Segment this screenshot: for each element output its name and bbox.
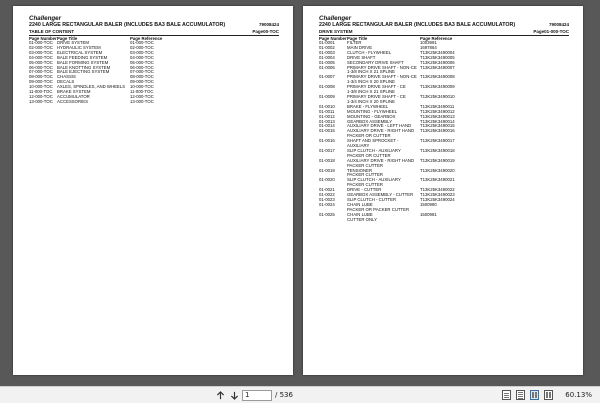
row-page-title: CHAIN LUBE PACKER OR PACKER CUTTER xyxy=(347,201,410,212)
row-page-number: 01-0015 xyxy=(319,128,335,134)
row-page-reference: 04-000-TOC xyxy=(130,54,154,60)
row-page-reference: T13K25K3490024 xyxy=(420,197,455,202)
row-page-number: 01-0017 xyxy=(319,147,335,153)
row-page-title: CHAIN LUBE CUTTER ONLY xyxy=(347,211,378,222)
toc-table-body xyxy=(29,41,279,105)
document-title-text: 2240 LARGE RECTANGULAR BALER (INCLUDES BA3 BALE ACCUMULATOR) xyxy=(29,22,226,28)
row-page-reference: T13K25K3490008 xyxy=(420,74,455,80)
zoom-level[interactable]: 60.13% xyxy=(565,391,592,399)
row-page-title: SLIP CLUTCH - AUXILIARY PACKER CUTTER xyxy=(347,177,401,188)
row-page-title: SLIP CLUTCH - CUTTER xyxy=(347,197,397,202)
row-page-reference: T13K25K3490020 xyxy=(420,167,455,173)
section-code: Page00-TOC xyxy=(252,28,279,34)
row-page-title: FILTER xyxy=(347,40,362,45)
row-page-number: 01-0006 xyxy=(319,64,335,70)
row-page-title: SHAFT AND SPROCKET - AUXILIARY xyxy=(347,138,399,149)
row-page-number: 07-000-TOC xyxy=(29,69,53,75)
row-page-reference: T13K25K3490006 xyxy=(420,59,455,65)
row-page-number: 13-000-TOC xyxy=(29,98,53,104)
row-page-title: PRIMARY DRIVE SHAFT - NON-CE 1-3/4 INCH X 20 SPLINE xyxy=(347,74,417,85)
row-page-number: 01-0007 xyxy=(319,74,335,80)
row-page-number: 01-0014 xyxy=(319,123,335,129)
row-page-title: DECALS xyxy=(57,79,75,85)
row-page-reference: 13-000-TOC xyxy=(130,98,154,104)
row-page-reference: T13K25K3490018 xyxy=(420,147,455,153)
row-page-number: 01-0018 xyxy=(319,157,335,163)
brand-name: Challenger xyxy=(29,15,61,22)
row-page-reference: 12-000-TOC xyxy=(130,93,154,99)
row-page-title: ELECTRICAL SYSTEM xyxy=(57,49,103,55)
row-page-title: DRIVE - CUTTER xyxy=(347,187,382,193)
row-page-title: HYDRAULIC SYSTEM xyxy=(57,44,101,50)
section-header xyxy=(319,29,569,35)
row-page-number: 02-000-TOC xyxy=(29,44,53,50)
row-page-number: 01-0025 xyxy=(319,211,335,217)
row-page-reference: 11-000-TOC xyxy=(130,89,154,95)
two-page-view-icon[interactable] xyxy=(530,390,539,400)
row-page-number: 01-0022 xyxy=(319,192,335,198)
viewer-toolbar xyxy=(0,386,600,403)
row-page-reference: 03-000-TOC xyxy=(130,49,154,55)
row-page-reference: T13K25K3490017 xyxy=(420,138,455,144)
header-page-number: Page Number xyxy=(319,36,347,41)
row-page-title: BALE FORMING SYSTEM xyxy=(57,59,109,65)
document-code: 79008424 xyxy=(258,22,279,27)
section-title: DRIVE SYSTEM xyxy=(319,28,353,34)
parts-table-body xyxy=(319,41,569,223)
page-down-arrow-icon[interactable] xyxy=(228,390,240,401)
header-page-title: Page Title xyxy=(57,36,78,41)
row-page-title: MAIN DRIVE xyxy=(347,44,373,50)
row-page-number: 01-0023 xyxy=(319,197,335,202)
row-page-number: 01-0010 xyxy=(319,103,335,109)
row-page-number: 01-0020 xyxy=(319,177,335,183)
row-page-title: BALE KNOTTING SYSTEM xyxy=(57,64,111,70)
row-page-number: 05-000-TOC xyxy=(29,59,53,65)
row-page-number: 01-0005 xyxy=(319,59,335,65)
row-page-reference: T13K25K3490012 xyxy=(420,108,455,114)
row-page-number: 01-0009 xyxy=(319,93,335,99)
row-page-reference: T13K25K3490013 xyxy=(420,113,455,119)
row-page-number: 01-0019 xyxy=(319,167,335,173)
row-page-title: ACCUMULATOR xyxy=(57,93,90,99)
row-page-number: 09-000-TOC xyxy=(29,79,53,85)
row-page-number: 01-0021 xyxy=(319,187,335,193)
header-page-reference: Page Reference xyxy=(420,36,453,41)
row-page-title: CLUTCH - FLYWHEEL xyxy=(347,49,392,55)
document-title-text: 2240 LARGE RECTANGULAR BALER (INCLUDES BA3 BALE ACCUMULATOR) xyxy=(319,22,516,28)
row-page-number: 10-000-TOC xyxy=(29,84,53,90)
row-page-number: 01-0024 xyxy=(319,201,335,207)
row-page-title: MOUNTING - GEARBOX xyxy=(347,113,396,119)
row-page-number: 01-0008 xyxy=(319,84,335,90)
row-page-reference: T13K25K3490011 xyxy=(420,103,455,109)
pdf-page-left xyxy=(13,6,293,375)
row-page-number: 08-000-TOC xyxy=(29,74,53,80)
row-page-reference: T13K25K3490005 xyxy=(420,54,455,60)
table-row xyxy=(319,213,569,223)
row-page-number: 01-0012 xyxy=(319,113,335,119)
row-page-title: ACCESSORIES xyxy=(57,98,89,104)
section-header xyxy=(29,29,279,35)
row-page-reference: T13K25K3490009 xyxy=(420,84,455,90)
row-page-number: 01-0001 xyxy=(319,40,335,45)
section-code: Page01-000-TOC xyxy=(533,28,569,34)
row-page-title: TENSIONER PACKER CUTTER xyxy=(347,167,383,178)
header-page-number: Page Number xyxy=(29,36,57,41)
two-page-scrolling-icon[interactable] xyxy=(544,390,553,400)
row-page-number: 01-0003 xyxy=(319,49,335,55)
row-page-number: 01-0013 xyxy=(319,118,335,124)
row-page-number: 04-000-TOC xyxy=(29,54,53,60)
page-up-arrow-icon[interactable] xyxy=(214,390,226,401)
row-page-number: 01-000-TOC xyxy=(29,40,53,45)
row-page-reference: 01-000-TOC xyxy=(130,40,154,45)
row-page-reference: 1697864 xyxy=(420,44,437,50)
row-page-title: BALE FEEDING SYSTEM xyxy=(57,54,108,60)
row-page-reference: T13K25K3490016 xyxy=(420,128,455,134)
row-page-title: AUXILIARY DRIVE - RIGHT HAND PACKER OR CUTTER xyxy=(347,128,415,139)
row-page-reference: T13K25K3490004 xyxy=(420,49,455,55)
row-page-reference: 02-000-TOC xyxy=(130,44,154,50)
row-page-title: MOUNTING - FLYWHEEL xyxy=(347,108,398,114)
row-page-title: GEARBOX ASSEMBLY - CUTTER xyxy=(347,192,414,198)
single-page-view-icon[interactable] xyxy=(502,390,511,400)
row-page-reference: T13K25K3490022 xyxy=(420,187,455,193)
total-pages: / 536 xyxy=(275,391,293,399)
row-page-title: AXLES, SPINDLES, AND WHEELS xyxy=(57,84,126,90)
row-page-title: PRIMARY DRIVE SHAFT - NON-CE 1-3/8 INCH X 21 SPLINE xyxy=(347,64,417,75)
row-page-reference: 07-000-TOC xyxy=(130,69,154,75)
document-code: 79008424 xyxy=(548,22,569,27)
row-page-reference: 06-000-TOC xyxy=(130,64,154,70)
row-page-title: BRAKE SYSTEM xyxy=(57,89,91,95)
row-page-title: AUXILIARY DRIVE - RIGHT HAND PACKER CUTTER xyxy=(347,157,415,168)
row-page-title: AUXILIARY DRIVE - LEFT HAND xyxy=(347,123,412,129)
row-page-title: CHASSIS xyxy=(57,74,76,80)
row-page-reference: T13K25K3490014 xyxy=(420,118,455,124)
row-page-reference: 1003991 xyxy=(420,40,437,45)
row-page-reference: 1500981 xyxy=(420,211,437,217)
row-page-title: GEARBOX ASSEMBLY xyxy=(347,118,393,124)
row-page-title: SECONDARY DRIVE SHAFT xyxy=(347,59,404,65)
row-page-reference: 05-000-TOC xyxy=(130,59,154,65)
header-page-title: Page Title xyxy=(347,36,368,41)
row-page-reference: 1500980 xyxy=(420,201,437,207)
row-page-title: BRAKE - FLYWHEEL xyxy=(347,103,389,109)
row-page-title: BALE EJECTING SYSTEM xyxy=(57,69,110,75)
row-page-reference: T13K25K3490007 xyxy=(420,64,455,70)
row-page-title: SLIP CLUTCH - AUXILIARY PACKER OR CUTTER xyxy=(347,147,401,158)
row-page-reference: 08-000-TOC xyxy=(130,74,154,80)
row-page-reference: 09-000-TOC xyxy=(130,79,154,85)
row-page-reference: T13K25K3490010 xyxy=(420,93,455,99)
page-number-input[interactable]: 1 xyxy=(242,390,272,401)
row-page-number: 01-0016 xyxy=(319,138,335,144)
row-page-reference: T13K25K3490021 xyxy=(420,177,455,183)
row-page-number: 12-000-TOC xyxy=(29,93,53,99)
row-page-title: PRIMARY DRIVE SHAFT - CE 1-3/8 INCH X 21 SPLINE xyxy=(347,84,406,95)
brand-name: Challenger xyxy=(319,15,351,22)
header-page-reference: Page Reference xyxy=(130,36,163,41)
row-page-title: PRIMARY DRIVE SHAFT - CE 1-3/4 INCH X 20 SPLINE xyxy=(347,93,406,104)
section-title: TABLE OF CONTENT xyxy=(29,28,75,34)
row-page-number: 06-000-TOC xyxy=(29,64,53,70)
table-row xyxy=(29,100,279,105)
row-page-reference: T13K25K3490015 xyxy=(420,123,455,129)
row-page-number: 11-000-TOC xyxy=(29,89,53,95)
row-page-number: 01-0011 xyxy=(319,108,335,114)
row-page-reference: 10-000-TOC xyxy=(130,84,154,90)
pdf-page-right xyxy=(303,6,583,375)
row-page-number: 01-0002 xyxy=(319,44,335,50)
row-page-title: DRIVE SYSTEM xyxy=(57,40,89,45)
row-page-title: DRIVE SHAFT xyxy=(347,54,376,60)
row-page-number: 03-000-TOC xyxy=(29,49,53,55)
row-page-number: 01-0004 xyxy=(319,54,335,60)
scrolling-view-icon[interactable] xyxy=(516,390,525,400)
row-page-reference: T13K25K3490023 xyxy=(420,192,455,198)
row-page-reference: T13K25K3490019 xyxy=(420,157,455,163)
